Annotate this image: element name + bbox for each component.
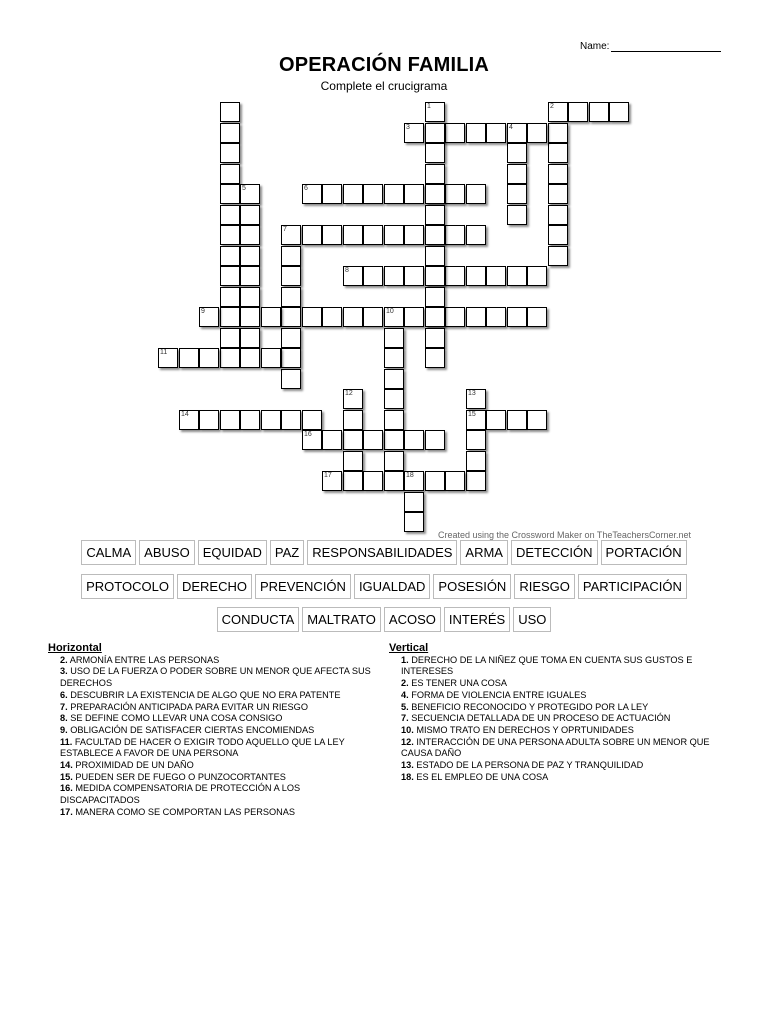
crossword-cell[interactable] <box>179 348 199 368</box>
page-subtitle: Complete el crucigrama <box>320 79 448 93</box>
crossword-cell[interactable] <box>220 246 240 266</box>
word-bank-item: IGUALDAD <box>354 574 430 599</box>
word-bank-item: RIESGO <box>514 574 575 599</box>
crossword-cell[interactable] <box>568 102 588 122</box>
clue-item-text: DERECHO DE LA NIÑEZ QUE TOMA EN CUENTA SUS GUSTOS E INTERESES <box>401 654 693 677</box>
clue-item-number: 13. <box>401 760 414 771</box>
crossword-cell[interactable] <box>343 430 363 450</box>
clue-number: 9 <box>201 308 205 315</box>
clue-number: 8 <box>345 267 349 274</box>
clue-item <box>48 737 378 760</box>
name-label: Name: <box>580 41 610 52</box>
crossword-cell[interactable] <box>322 225 342 245</box>
clue-item <box>48 655 378 667</box>
clue-number: 17 <box>324 472 332 479</box>
crossword-cell[interactable] <box>384 184 404 204</box>
crossword-cell[interactable] <box>384 225 404 245</box>
crossword-cell[interactable] <box>548 246 568 266</box>
clue-item-text: ARMONÍA ENTRE LAS PERSONAS <box>69 654 220 665</box>
credit-text: Created using the Crossword Maker on TheTeachersCorner.net <box>438 530 691 540</box>
word-bank-item: EQUIDAD <box>198 540 267 565</box>
clue-item-number: 16. <box>60 783 73 794</box>
crossword-cell[interactable] <box>466 307 486 327</box>
word-bank-item: POSESIÓN <box>433 574 511 599</box>
crossword-cell[interactable] <box>220 307 240 327</box>
crossword-cell[interactable] <box>220 205 240 225</box>
clue-item-text: ES TENER UNA COSA <box>411 678 508 689</box>
clue-item-number: 2. <box>60 654 68 665</box>
clue-item-number: 7. <box>401 713 409 724</box>
crossword-cell[interactable] <box>425 205 445 225</box>
crossword-cell[interactable] <box>527 410 547 430</box>
crossword-cell[interactable] <box>404 225 424 245</box>
crossword-cell[interactable] <box>363 225 383 245</box>
crossword-cell[interactable] <box>445 471 465 491</box>
crossword-cell[interactable] <box>240 246 260 266</box>
clue-item <box>48 760 378 772</box>
clue-item <box>389 702 729 714</box>
crossword-cell[interactable] <box>486 266 506 286</box>
clue-number: 13 <box>468 390 476 397</box>
crossword-cell[interactable] <box>486 410 506 430</box>
word-bank-row-1 <box>0 540 768 565</box>
clue-item-number: 5. <box>401 701 409 712</box>
clue-item <box>48 807 378 819</box>
crossword-cell[interactable] <box>220 184 240 204</box>
crossword-cell[interactable] <box>261 348 281 368</box>
word-bank-item: PORTACIÓN <box>601 540 687 565</box>
word-bank-item: ACOSO <box>384 607 441 632</box>
crossword-cell[interactable] <box>220 328 240 348</box>
clue-item-number: 15. <box>60 771 73 782</box>
crossword-cell[interactable] <box>343 471 363 491</box>
crossword-cell[interactable] <box>425 328 445 348</box>
clue-item <box>389 760 729 772</box>
crossword-cell[interactable] <box>548 123 568 143</box>
crossword-cell[interactable] <box>363 266 383 286</box>
clue-item-number: 12. <box>401 736 414 747</box>
crossword-cell[interactable] <box>302 410 322 430</box>
clue-item-number: 7. <box>60 701 68 712</box>
clue-number: 2 <box>550 103 554 110</box>
clue-item-text: OBLIGACIÓN DE SATISFACER CIERTAS ENCOMIENDAS <box>70 724 315 735</box>
crossword-cell[interactable] <box>466 266 486 286</box>
clue-item-number: 4. <box>401 689 409 700</box>
crossword-cell[interactable] <box>384 471 404 491</box>
clue-item-number: 18. <box>401 771 414 782</box>
crossword-cell[interactable] <box>384 369 404 389</box>
crossword-cell[interactable] <box>445 266 465 286</box>
clue-item <box>48 702 378 714</box>
clue-item <box>48 690 378 702</box>
clue-item-text: PROXIMIDAD DE UN DAÑO <box>75 760 194 771</box>
clue-number: 18 <box>406 472 414 479</box>
crossword-cell[interactable] <box>240 307 260 327</box>
clue-number: 1 <box>427 103 431 110</box>
word-bank-item: DERECHO <box>177 574 252 599</box>
clue-item-text: MEDIDA COMPENSATORIA DE PROTECCIÓN A LOS DISCAPACITADOS <box>60 783 301 806</box>
crossword-cell[interactable] <box>343 307 363 327</box>
word-bank-item: CONDUCTA <box>217 607 300 632</box>
crossword-cell[interactable] <box>548 184 568 204</box>
crossword-cell[interactable] <box>281 246 301 266</box>
clue-number: 7 <box>283 226 287 233</box>
crossword-cell[interactable] <box>281 410 301 430</box>
clue-number: 11 <box>160 349 168 356</box>
crossword-cell[interactable] <box>404 307 424 327</box>
crossword-cell[interactable] <box>507 410 527 430</box>
crossword-cell[interactable] <box>507 143 527 163</box>
word-bank-item: PARTICIPACIÓN <box>578 574 687 599</box>
clue-number: 14 <box>181 411 189 418</box>
crossword-cell[interactable] <box>548 164 568 184</box>
crossword-cell[interactable] <box>404 266 424 286</box>
clue-item <box>389 678 729 690</box>
crossword-cell[interactable] <box>281 266 301 286</box>
crossword-cell[interactable] <box>240 410 260 430</box>
crossword-cell[interactable] <box>425 307 445 327</box>
crossword-cell[interactable] <box>220 225 240 245</box>
crossword-cell[interactable] <box>302 225 322 245</box>
crossword-cell[interactable] <box>281 328 301 348</box>
crossword-cell[interactable] <box>281 369 301 389</box>
crossword-cell[interactable] <box>261 307 281 327</box>
clue-item-text: ES EL EMPLEO DE UNA COSA <box>416 771 549 782</box>
crossword-cell[interactable] <box>466 184 486 204</box>
crossword-cell[interactable] <box>527 123 547 143</box>
crossword-cell[interactable] <box>425 143 445 163</box>
clue-item <box>389 655 729 678</box>
crossword-cell[interactable] <box>425 184 445 204</box>
word-bank-row-3 <box>0 607 768 632</box>
crossword-cell[interactable] <box>507 266 527 286</box>
clue-item <box>48 666 378 689</box>
clue-item <box>389 772 729 784</box>
crossword-cell[interactable] <box>220 123 240 143</box>
crossword-cell[interactable] <box>281 307 301 327</box>
crossword-cell[interactable] <box>507 307 527 327</box>
crossword-cell[interactable] <box>220 287 240 307</box>
crossword-cell[interactable] <box>548 225 568 245</box>
clue-number: 12 <box>345 390 353 397</box>
crossword-cell[interactable] <box>363 184 383 204</box>
crossword-cell[interactable] <box>322 430 342 450</box>
crossword-cell[interactable] <box>384 389 404 409</box>
page-title: OPERACIÓN FAMILIA <box>278 54 490 76</box>
crossword-cell[interactable] <box>404 492 424 512</box>
clue-item-number: 1. <box>401 654 409 665</box>
clue-item-number: 9. <box>60 724 68 735</box>
clue-item <box>389 725 729 737</box>
crossword-cell[interactable] <box>445 123 465 143</box>
crossword-cell[interactable] <box>261 410 281 430</box>
crossword-cell[interactable] <box>466 225 486 245</box>
crossword-cell[interactable] <box>425 266 445 286</box>
clue-item-text: USO DE LA FUERZA O PODER SOBRE UN MENOR QUE AFECTA SUS DERECHOS <box>60 666 371 689</box>
clue-item <box>389 713 729 725</box>
horizontal-heading: Horizontal <box>48 642 102 654</box>
crossword-cell[interactable] <box>384 410 404 430</box>
word-bank-item: PREVENCIÓN <box>255 574 351 599</box>
crossword-cell[interactable] <box>445 225 465 245</box>
crossword-cell[interactable] <box>445 184 465 204</box>
word-bank-item: MALTRATO <box>302 607 381 632</box>
clue-item-number: 6. <box>60 689 68 700</box>
crossword-cell[interactable] <box>363 307 383 327</box>
crossword-cell[interactable] <box>425 287 445 307</box>
word-bank-item: ARMA <box>460 540 508 565</box>
crossword-cell[interactable] <box>343 410 363 430</box>
clue-item-text: SE DEFINE COMO LLEVAR UNA COSA CONSIGO <box>70 713 283 724</box>
vertical-clues <box>389 643 729 783</box>
word-bank-item: RESPONSABILIDADES <box>307 540 457 565</box>
word-bank-item: PAZ <box>270 540 304 565</box>
crossword-cell[interactable] <box>240 205 260 225</box>
word-bank-item: USO <box>513 607 551 632</box>
clue-item-text: DESCUBRIR LA EXISTENCIA DE ALGO QUE NO ERA PATENTE <box>70 689 341 700</box>
crossword-cell[interactable] <box>199 348 219 368</box>
crossword-cell[interactable] <box>220 348 240 368</box>
crossword-cell[interactable] <box>302 307 322 327</box>
crossword-cell[interactable] <box>425 348 445 368</box>
crossword-cell[interactable] <box>589 102 609 122</box>
clue-item <box>48 772 378 784</box>
crossword-cell[interactable] <box>609 102 629 122</box>
crossword-cell[interactable] <box>281 287 301 307</box>
clue-item-text: PUEDEN SER DE FUEGO O PUNZOCORTANTES <box>75 771 286 782</box>
crossword-cell[interactable] <box>527 307 547 327</box>
clue-item-number: 2. <box>401 678 409 689</box>
crossword-cell[interactable] <box>220 102 240 122</box>
word-bank-item: CALMA <box>81 540 136 565</box>
clue-item-number: 3. <box>60 666 68 677</box>
clue-number: 4 <box>509 124 513 131</box>
clue-item-number: 17. <box>60 806 73 817</box>
clue-item-number: 14. <box>60 760 73 771</box>
crossword-cell[interactable] <box>548 143 568 163</box>
crossword-cell[interactable] <box>384 430 404 450</box>
crossword-cell[interactable] <box>363 471 383 491</box>
crossword-cell[interactable] <box>507 205 527 225</box>
word-bank-item: INTERÉS <box>444 607 510 632</box>
clue-item-text: PREPARACIÓN ANTICIPADA PARA EVITAR UN RIESGO <box>70 701 308 712</box>
clue-number: 3 <box>406 124 410 131</box>
crossword-cell[interactable] <box>507 164 527 184</box>
clue-item <box>389 737 729 760</box>
crossword-cell[interactable] <box>220 164 240 184</box>
clue-item-text: MISMO TRATO EN DERECHOS Y OPRTUNIDADES <box>416 724 634 735</box>
crossword-cell[interactable] <box>486 307 506 327</box>
clue-item-text: ESTADO DE LA PERSONA DE PAZ Y TRANQUILIDAD <box>416 760 644 771</box>
crossword-cell[interactable] <box>322 184 342 204</box>
crossword-cell[interactable] <box>466 451 486 471</box>
crossword-cell[interactable] <box>384 328 404 348</box>
clue-number: 6 <box>304 185 308 192</box>
crossword-cell[interactable] <box>220 143 240 163</box>
crossword-cell[interactable] <box>425 430 445 450</box>
clue-item-text: FACULTAD DE HACER O EXIGIR TODO AQUELLO QUE LA LEY ESTABLECE A FAVOR DE UNA PERSONA <box>60 736 345 759</box>
crossword-cell[interactable] <box>240 266 260 286</box>
clue-item-text: SECUENCIA DETALLADA DE UN PROCESO DE ACTUACIÓN <box>411 713 671 724</box>
crossword-cell[interactable] <box>527 266 547 286</box>
crossword-cell[interactable] <box>343 225 363 245</box>
clue-item <box>48 725 378 737</box>
crossword-cell[interactable] <box>466 123 486 143</box>
crossword-cell[interactable] <box>240 225 260 245</box>
crossword-cell[interactable] <box>240 328 260 348</box>
crossword-cell[interactable] <box>486 123 506 143</box>
crossword-cell[interactable] <box>240 348 260 368</box>
clue-item-text: BENEFICIO RECONOCIDO Y PROTEGIDO POR LA LEY <box>411 701 649 712</box>
crossword-cell[interactable] <box>425 246 445 266</box>
clue-number: 15 <box>468 411 476 418</box>
crossword-cell[interactable] <box>199 410 219 430</box>
clue-item-text: INTERACCIÓN DE UNA PERSONA ADULTA SOBRE UN MENOR QUE CAUSA DAÑO <box>401 736 710 759</box>
crossword-cell[interactable] <box>384 266 404 286</box>
clue-item-number: 8. <box>60 713 68 724</box>
word-bank-item: ABUSO <box>139 540 195 565</box>
crossword-cell[interactable] <box>445 307 465 327</box>
crossword-cell[interactable] <box>466 471 486 491</box>
crossword-cell[interactable] <box>220 266 240 286</box>
crossword-cell[interactable] <box>384 451 404 471</box>
clue-number: 16 <box>304 431 312 438</box>
clue-number: 5 <box>242 185 246 192</box>
vertical-heading: Vertical <box>389 642 429 654</box>
crossword-cell[interactable] <box>281 348 301 368</box>
crossword-cell[interactable] <box>384 348 404 368</box>
crossword-cell[interactable] <box>425 123 445 143</box>
clue-item-number: 11. <box>60 736 73 747</box>
crossword-cell[interactable] <box>363 430 383 450</box>
clue-item-text: MANERA COMO SE COMPORTAN LAS PERSONAS <box>75 806 296 817</box>
crossword-cell[interactable] <box>404 430 424 450</box>
crossword-cell[interactable] <box>343 184 363 204</box>
crossword-cell[interactable] <box>240 287 260 307</box>
clue-item <box>48 713 378 725</box>
crossword-cell[interactable] <box>220 410 240 430</box>
horizontal-clues <box>48 643 378 819</box>
crossword-cell[interactable] <box>507 184 527 204</box>
clue-item-number: 10. <box>401 724 414 735</box>
crossword-cell[interactable] <box>322 307 342 327</box>
crossword-cell[interactable] <box>466 430 486 450</box>
crossword-cell[interactable] <box>425 225 445 245</box>
crossword-cell[interactable] <box>548 205 568 225</box>
clue-item <box>389 690 729 702</box>
word-bank-item: DETECCIÓN <box>511 540 598 565</box>
crossword-cell[interactable] <box>343 451 363 471</box>
crossword-cell[interactable] <box>404 512 424 532</box>
word-bank-item: PROTOCOLO <box>81 574 174 599</box>
crossword-cell[interactable] <box>404 184 424 204</box>
word-bank-row-2 <box>0 574 768 599</box>
clue-item-text: FORMA DE VIOLENCIA ENTRE IGUALES <box>411 689 587 700</box>
crossword-cell[interactable] <box>425 164 445 184</box>
clue-number: 10 <box>386 308 394 315</box>
clue-item <box>48 783 378 806</box>
crossword-cell[interactable] <box>425 471 445 491</box>
